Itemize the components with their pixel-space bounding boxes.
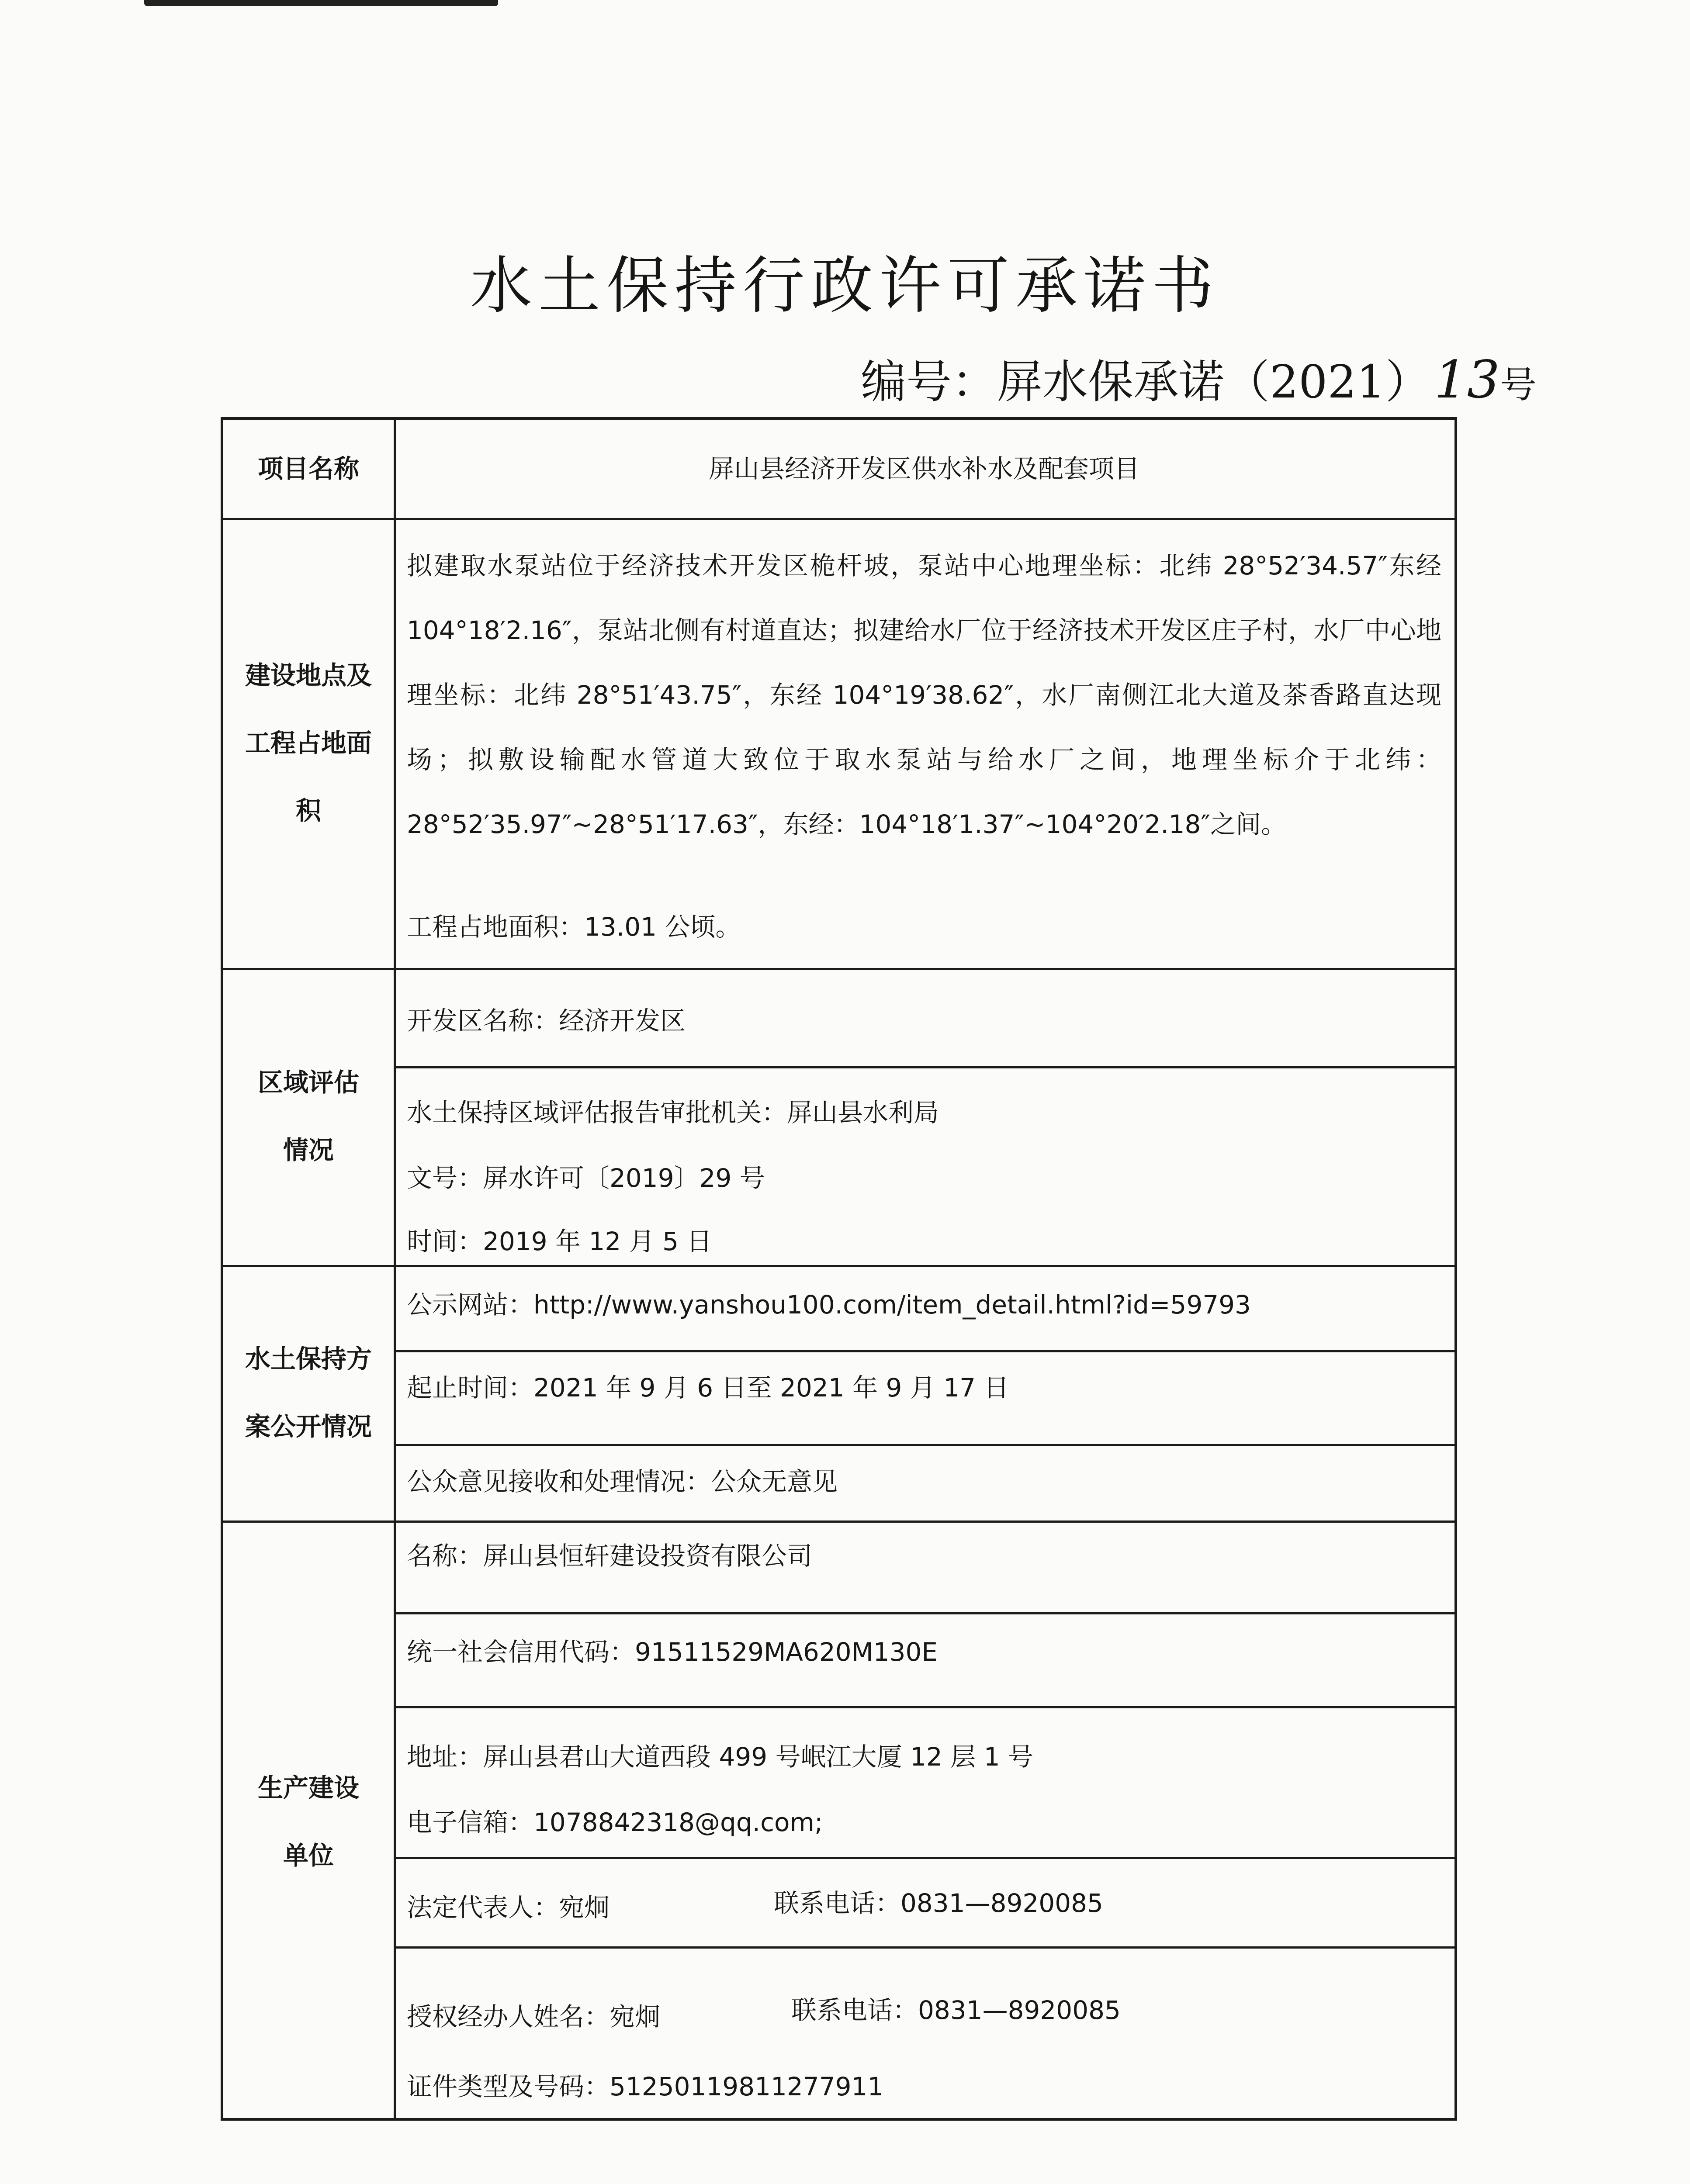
label-project-name: 项目名称 bbox=[257, 454, 359, 484]
regional-docno: 文号：屏水许可〔2019〕29 号 bbox=[407, 1163, 765, 1193]
label-location: 建设地点及工程占地面积 bbox=[245, 660, 372, 826]
publicity-opinions: 公众意见接收和处理情况：公众无意见 bbox=[407, 1467, 838, 1496]
regional-date: 时间：2019 年 12 月 5 日 bbox=[407, 1227, 712, 1256]
document-number-handwritten: 13 bbox=[1434, 349, 1500, 410]
label-publicity: 水土保持方案公开情况 bbox=[245, 1344, 372, 1441]
column-divider bbox=[394, 420, 396, 2118]
project-name-value: 屏山县经济开发区供水补水及配套项目 bbox=[708, 454, 1139, 484]
scan-edge-mark bbox=[144, 0, 498, 6]
unit-credit-code: 统一社会信用代码：91511529MA620M130E bbox=[407, 1637, 938, 1667]
unit-address: 地址：屏山县君山大道西段 499 号岷江大厦 12 层 1 号 bbox=[407, 1742, 1034, 1772]
unit-id-number: 证件类型及号码：512501198112779​11 bbox=[407, 2072, 884, 2101]
row-divider bbox=[394, 1857, 1455, 1859]
location-area: 工程占地面积：13.01 公顷。 bbox=[407, 912, 741, 942]
regional-authority: 水土保持区域评估报告审批机关：屏山县水利局 bbox=[407, 1098, 939, 1127]
document-number-suffix: 号 bbox=[1500, 363, 1537, 406]
row-divider bbox=[394, 1706, 1455, 1708]
unit-legal-phone: 联系电话：0831—8920085 bbox=[774, 1888, 1103, 1918]
unit-email: 电子信箱：1078842318@qq.com; bbox=[407, 1807, 823, 1837]
label-unit: 生产建设单位 bbox=[257, 1773, 359, 1870]
regional-zone: 开发区名称：经济开发区 bbox=[407, 1006, 686, 1036]
unit-agent-phone: 联系电话：0831—8920085 bbox=[791, 1995, 1121, 2025]
row-divider bbox=[223, 518, 1455, 520]
row-divider bbox=[394, 1444, 1455, 1446]
publicity-period: 起止时间：2021 年 9 月 6 日至 2021 年 9 月 17 日 bbox=[407, 1373, 1009, 1403]
row-divider bbox=[223, 1265, 1455, 1267]
publicity-website: 公示网站：http://www.yanshou100.com/item_detail.html?id=59793 bbox=[407, 1290, 1251, 1320]
document-number-prefix: 编号：屏水保承诺（2021） bbox=[861, 355, 1431, 408]
label-regional: 区域评估情况 bbox=[257, 1068, 359, 1165]
row-divider bbox=[223, 968, 1455, 970]
permit-table bbox=[221, 417, 1457, 2121]
row-divider bbox=[394, 1066, 1455, 1068]
unit-name: 名称：屏山县恒轩建设投资有限公司 bbox=[407, 1541, 813, 1571]
row-divider bbox=[394, 1350, 1455, 1352]
row-divider bbox=[394, 1612, 1455, 1614]
row-divider bbox=[394, 1946, 1455, 1949]
unit-legal-rep: 法定代表人：宛炯 bbox=[407, 1893, 610, 1922]
document-title: 水土保持行政许可承诺书 bbox=[470, 250, 1220, 322]
location-value: 拟建取水泵站位于经济技术开发区桅杆坡，泵站中心地理坐标：北纬 28°52′34.57″东经 104°18′2.16″，泵站北侧有村道直达；拟建给水厂位于经济技术开发区庄子村，水厂中心地理坐标：北纬 28°51′43.75″，东经 104°19′38.62″，水厂南侧江北大道及茶香路直达现场；拟敷设输配水管道大致位于取水泵站与给水厂之间，地理坐标介于北纬：28°52′35.97″~28°51′17.63″，东经：104°18′1.37″~104°20′2.18″之间。 bbox=[407, 551, 1441, 839]
document-number bbox=[861, 345, 1537, 411]
unit-agent: 授权经办人姓名：宛炯 bbox=[407, 2002, 661, 2032]
